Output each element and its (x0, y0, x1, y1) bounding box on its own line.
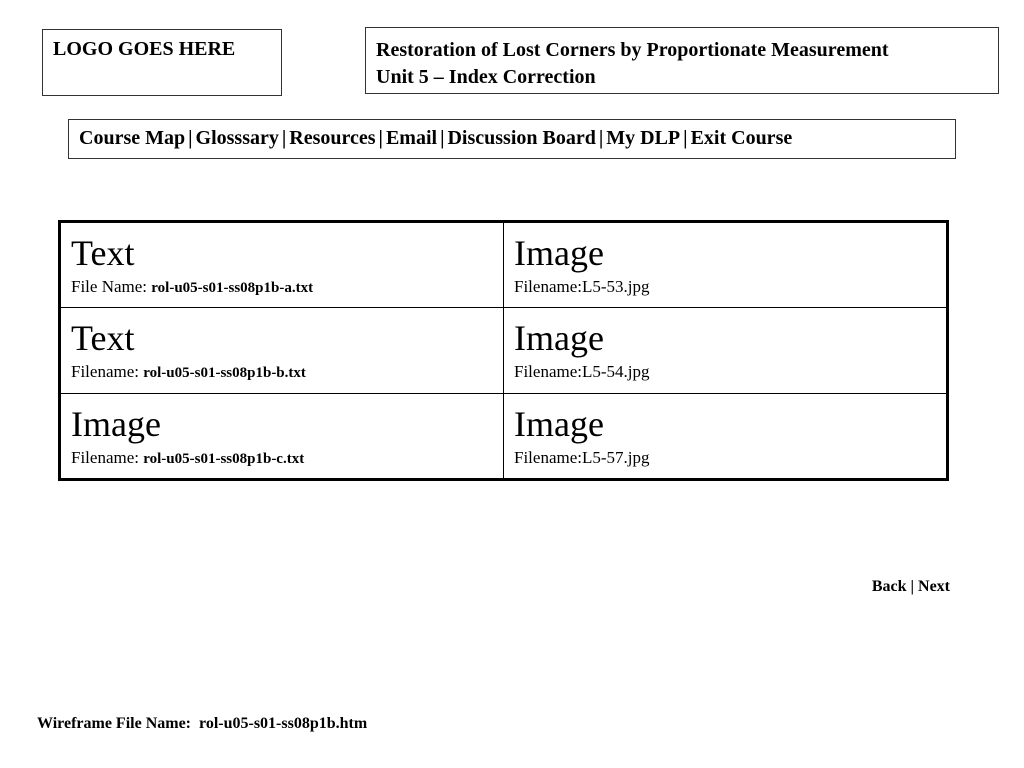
cell-file-line (71, 277, 493, 297)
cell-file-line (71, 448, 493, 468)
unit-title: Unit 5 – Index Correction (376, 66, 596, 88)
file-name: L5-54.jpg (581, 362, 650, 381)
cell-type-label: Image (514, 404, 604, 444)
file-name: L5-57.jpg (581, 448, 650, 467)
grid-cell-image-l5-53 (504, 222, 948, 308)
logo-placeholder (42, 29, 282, 96)
back-link[interactable]: Back (871, 578, 907, 595)
cell-type-label: Text (71, 233, 135, 273)
cell-file-line (71, 362, 493, 382)
course-title-box (365, 27, 999, 94)
nav-separator: | (281, 127, 287, 149)
grid-cell-image-l5-57 (504, 394, 948, 480)
cell-file-line (514, 362, 936, 382)
pager (850, 578, 950, 596)
file-name: L5-53.jpg (581, 277, 650, 296)
nav-separator: | (378, 127, 383, 149)
content-layout-grid (58, 220, 949, 481)
grid-cell-image-c (60, 394, 504, 480)
file-name: rol-u05-s01-ss08p1b-c.txt (143, 451, 305, 467)
nav-email-link[interactable]: Email (385, 127, 438, 149)
cell-type-label: Text (71, 318, 135, 358)
wireframe-label: Wireframe File Name: (37, 715, 200, 732)
grid-row (60, 222, 948, 308)
grid-cell-image-l5-54 (504, 308, 948, 394)
wireframe-file-note (37, 715, 367, 733)
nav-separator: | (683, 127, 688, 149)
course-nav-bar (68, 119, 956, 159)
nav-separator: | (188, 127, 193, 149)
nav-discussion-board-link[interactable]: Discussion Board (447, 127, 596, 149)
pager-separator: | (910, 578, 915, 595)
grid-cell-text-a (60, 222, 504, 308)
cell-type-label: Image (514, 233, 604, 273)
file-label: Filename: (514, 277, 582, 296)
file-label: Filename: (514, 448, 582, 467)
next-link[interactable]: Next (918, 578, 950, 595)
wireframe-file-name: rol-u05-s01-ss08p1b.htm (199, 715, 368, 732)
file-name: rol-u05-s01-ss08p1b-a.txt (151, 280, 314, 296)
file-label: Filename: (71, 448, 144, 467)
cell-type-label: Image (514, 318, 604, 358)
file-label: File Name: (71, 277, 152, 296)
file-name: rol-u05-s01-ss08p1b-b.txt (143, 365, 306, 381)
grid-cell-text-b (60, 308, 504, 394)
cell-type-label: Image (71, 404, 161, 444)
nav-course-map-link[interactable]: Course Map (79, 127, 186, 149)
nav-my-dlp-link[interactable]: My DLP (606, 127, 681, 149)
course-title: Restoration of Lost Corners by Proportionate Measurement (376, 39, 889, 61)
nav-separator: | (440, 127, 445, 149)
nav-glossary-link[interactable]: Glosssary (195, 127, 279, 149)
nav-resources-link[interactable]: Resources (289, 127, 376, 149)
file-label: Filename: (71, 362, 144, 381)
grid-row (60, 394, 948, 480)
nav-separator: | (598, 127, 604, 149)
grid-row (60, 308, 948, 394)
cell-file-line (514, 277, 936, 297)
nav-exit-course-link[interactable]: Exit Course (690, 127, 793, 149)
cell-file-line (514, 448, 936, 468)
file-label: Filename: (514, 362, 582, 381)
logo-placeholder-text: LOGO GOES HERE (53, 38, 236, 60)
